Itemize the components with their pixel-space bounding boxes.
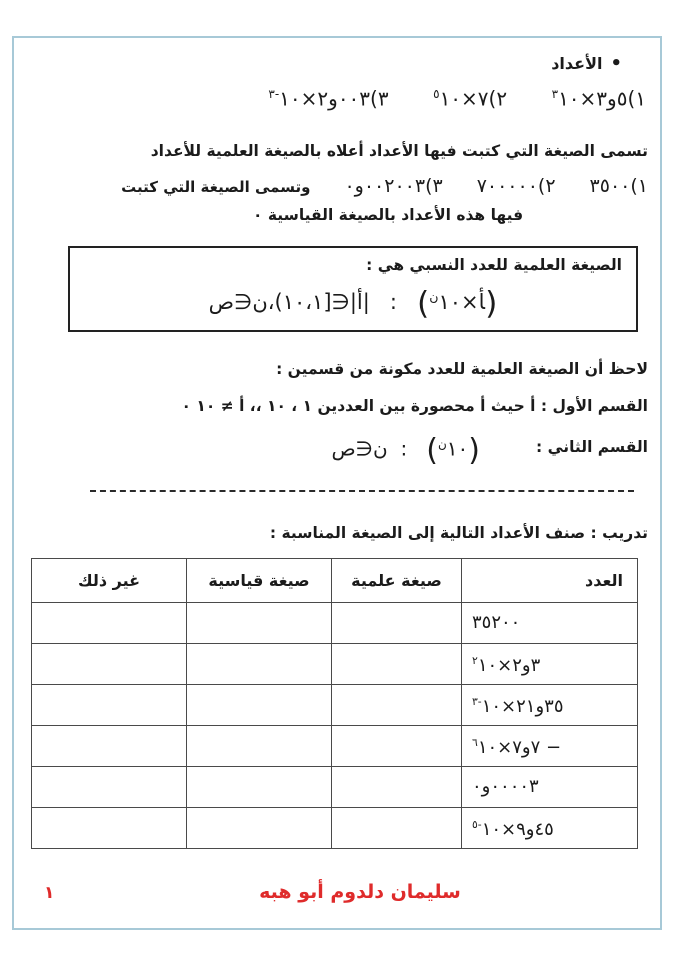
table-row bbox=[32, 807, 638, 848]
answer-cell-scientific bbox=[332, 807, 462, 848]
scientific-notation-examples: $^{٣-}$١٠×٢و٠٠٣(٣ $^٥$١٠×٧(٢ $^٣$١٠×٣و٥(١ bbox=[268, 86, 646, 111]
answer-cell-standard bbox=[187, 643, 332, 684]
table-row bbox=[32, 643, 638, 684]
answer-cell-standard bbox=[187, 602, 332, 643]
column-header-number: العدد bbox=[462, 558, 638, 602]
page-number: ١ bbox=[44, 882, 55, 903]
answer-cell-scientific bbox=[332, 643, 462, 684]
number-cell bbox=[462, 643, 638, 684]
page-frame-border bbox=[12, 36, 662, 930]
table-row bbox=[32, 684, 638, 725]
number-cell bbox=[462, 684, 638, 725]
answer-cell-scientific bbox=[332, 684, 462, 725]
author-signature: سليمان دلدوم أبو هبه bbox=[259, 880, 461, 903]
table-row bbox=[32, 766, 638, 807]
number-value: $^{٥-}$١٠×٩و٤٥ bbox=[472, 818, 554, 841]
classification-table bbox=[31, 558, 638, 849]
second-part-formula: ص∋ن : ($^ن$١٠) bbox=[331, 432, 480, 468]
scientific-form-formula: ص∋ن،(١٠،١]∋|أ| : ($^ن$١٠×أ) bbox=[208, 285, 498, 322]
second-part-line bbox=[28, 431, 648, 468]
standard-form-examples bbox=[28, 173, 648, 199]
number-cell bbox=[462, 766, 638, 807]
table-header-row bbox=[32, 558, 638, 602]
number-cell bbox=[462, 602, 638, 643]
answer-cell-other bbox=[32, 725, 187, 766]
number-value: ٣٥٢٠٠ bbox=[472, 611, 521, 633]
standard-form-sentence-start: وتسمى الصيغة التي كتبت bbox=[121, 177, 311, 196]
number-value: $^٢$١٠×٢و٣ bbox=[472, 654, 541, 677]
table-row bbox=[32, 725, 638, 766]
answer-cell-standard bbox=[187, 766, 332, 807]
first-part-line: القسم الأول : أ حيث أ محصورة بين العددين ١ ، ١٠ ،، أ ≠ ١٠ ٠ bbox=[181, 397, 648, 416]
column-header-scientific: صيغة علمية bbox=[332, 558, 462, 602]
column-header-other: غير ذلك bbox=[32, 558, 187, 602]
standard-number-3: ٠و٠٠٢٠٠٣(٣ bbox=[344, 174, 443, 197]
answer-cell-standard bbox=[187, 725, 332, 766]
page-content bbox=[14, 38, 660, 928]
answer-cell-scientific bbox=[332, 725, 462, 766]
answer-cell-other bbox=[32, 766, 187, 807]
answer-cell-standard bbox=[187, 684, 332, 725]
section-header bbox=[28, 54, 622, 73]
number-value: $^٦$١٠×٧و٧ − bbox=[472, 736, 562, 759]
answer-cell-other bbox=[32, 807, 187, 848]
exercise-instruction: تدريب : صنف الأعداد التالية إلى الصيغة المناسبة : bbox=[269, 523, 648, 542]
separator-dashed bbox=[90, 490, 634, 492]
answer-cell-scientific bbox=[332, 766, 462, 807]
page-title: الأعداد bbox=[551, 54, 603, 73]
table-row bbox=[32, 602, 638, 643]
second-part-label: القسم الثاني : bbox=[536, 438, 648, 457]
answer-cell-other bbox=[32, 602, 187, 643]
standard-number-2: ٧٠٠٠٠٠(٢ bbox=[476, 174, 556, 197]
definition-box-title: الصيغة العلمية للعدد النسبي هي : bbox=[366, 255, 622, 274]
number-cell bbox=[462, 725, 638, 766]
answer-cell-standard bbox=[187, 807, 332, 848]
page-footer bbox=[28, 881, 648, 921]
number-cell bbox=[462, 807, 638, 848]
note-two-parts: لاحظ أن الصيغة العلمية للعدد مكونة من قسمين : bbox=[276, 360, 648, 379]
answer-cell-other bbox=[32, 643, 187, 684]
answer-cell-other bbox=[32, 684, 187, 725]
bullet-icon: • bbox=[610, 52, 622, 74]
standard-form-sentence-end: فيها هذه الأعداد بالصيغة القياسية ٠ bbox=[253, 205, 524, 224]
column-header-standard: صيغة قياسية bbox=[187, 558, 332, 602]
standard-number-1: ٣٥٠٠(١ bbox=[589, 174, 648, 197]
number-value: $^{٣-}$١٠×٢١و٣٥ bbox=[472, 695, 564, 718]
scientific-form-sentence: تسمى الصيغة التي كتبت فيها الأعداد أعلاه بالصيغة العلمية للأعداد bbox=[150, 141, 648, 160]
scientific-form-definition-box bbox=[68, 246, 638, 332]
number-value: ٠و٠٠٠٠٣ bbox=[472, 775, 539, 797]
answer-cell-scientific bbox=[332, 602, 462, 643]
